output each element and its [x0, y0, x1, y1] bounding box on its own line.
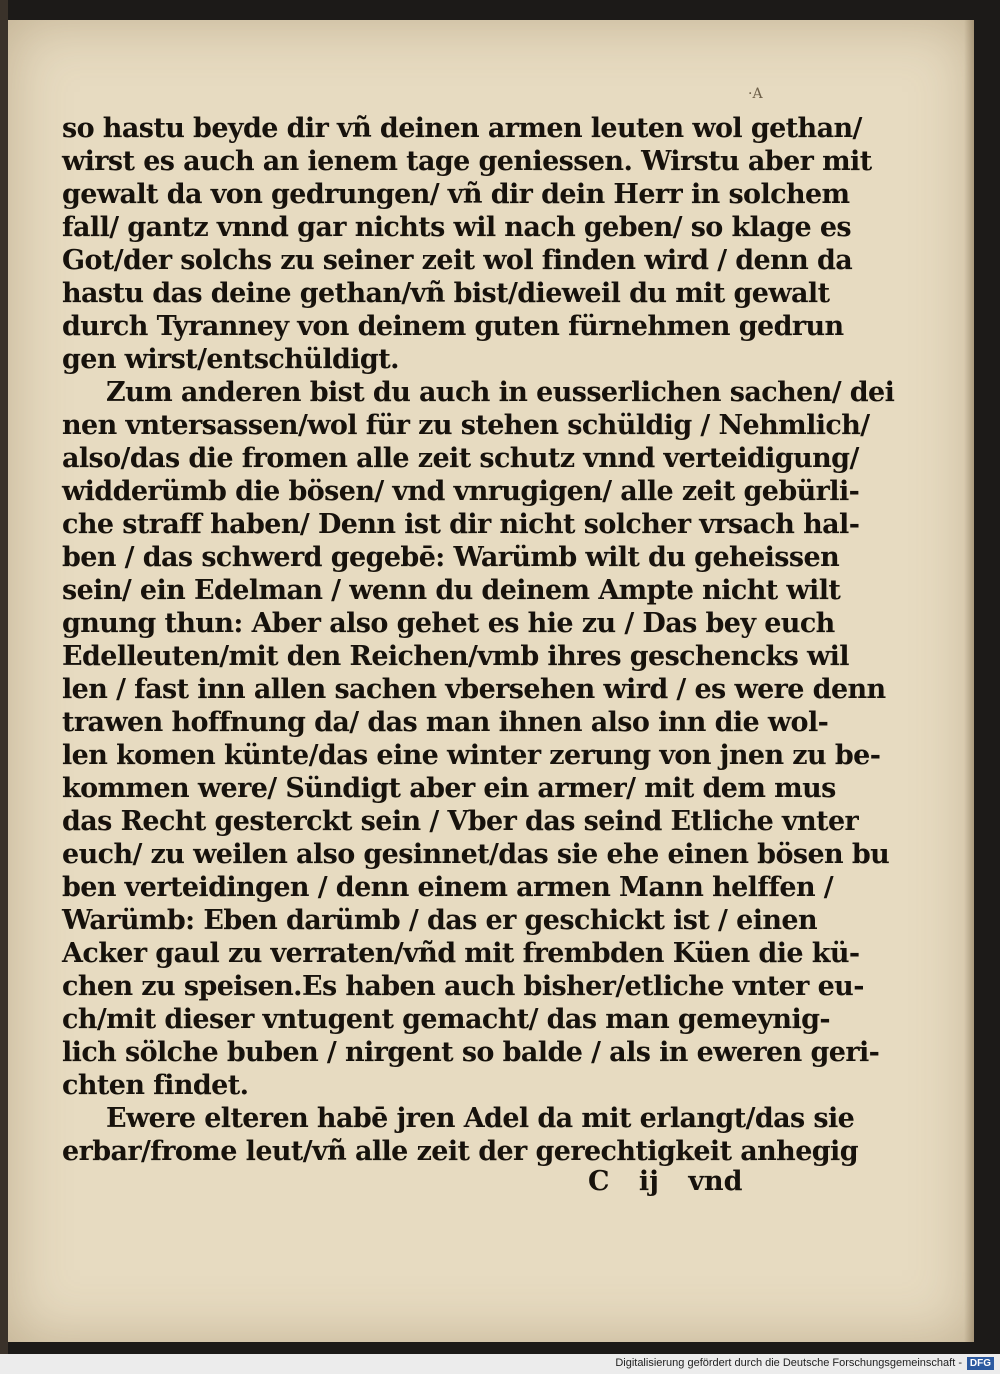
text-line: gnung thun: Aber also gehet es hie zu / Das bey euch [62, 608, 835, 639]
signature-catchword: C ij vnd [588, 1166, 743, 1197]
text-line: che straff haben/ Denn ist dir nicht solcher vrsach hal- [62, 509, 860, 540]
text-line: gewalt da von gedrungen/ vñ dir dein Herr in solchem [62, 179, 850, 210]
text-line: Acker gaul zu verraten/vñd mit frembden Küen die kü- [62, 938, 860, 969]
text-line: ben verteidingen / denn einem armen Mann helffen / [62, 872, 834, 903]
text-line: wirst es auch an ienem tage geniessen. Wirstu aber mit [62, 146, 872, 177]
text-line: das Recht gesterckt sein / Vber das seind Etliche vnter [62, 806, 859, 837]
text-line: also/das die fromen alle zeit schutz vnnd verteidigung/ [62, 443, 859, 474]
text-line: Warümb: Eben darümb / das er geschickt ist / einen [62, 905, 817, 936]
text-line: trawen hoffnung da/ das man ihnen also inn die wol- [62, 707, 829, 738]
scan-left-edge [0, 0, 8, 1354]
text-line: Edelleuten/mit den Reichen/vmb ihres geschencks wil [62, 641, 849, 672]
text-line: fall/ gantz vnnd gar nichts wil nach geben/ so klage es [62, 212, 852, 243]
book-page [8, 20, 974, 1342]
text-line: so hastu beyde dir vñ deinen armen leuten wol gethan/ [62, 113, 862, 144]
text-line: ben / das schwerd gegebē: Warümb wilt du geheissen [62, 542, 840, 573]
text-line: euch/ zu weilen also gesinnet/das sie ehe einen bösen bu [62, 839, 890, 870]
text-line: sein/ ein Edelman / wenn du deinem Ampte nicht wilt [62, 575, 841, 606]
text-line: gen wirst/entschüldigt. [62, 344, 399, 375]
text-line: hastu das deine gethan/vñ bist/dieweil du mit gewalt [62, 278, 830, 309]
text-line: len komen künte/das eine winter zerung von jnen zu be- [62, 740, 881, 771]
text-line: Got/der solchs zu seiner zeit wol finden wird / denn da [62, 245, 853, 276]
text-line: kommen were/ Sündigt aber ein armer/ mit dem mus [62, 773, 836, 804]
footer-bar [0, 1354, 1000, 1374]
dfg-logo: DFG [967, 1357, 994, 1370]
text-line: erbar/frome leut/vñ alle zeit der gerechtigkeit anhegig [62, 1136, 858, 1167]
text-line: nen vntersassen/wol für zu stehen schüldig / Nehmlich/ [62, 410, 870, 441]
text-line: lich sölche buben / nirgent so balde / als in eweren geri- [62, 1037, 880, 1068]
paragraph-start-line: Zum anderen bist du auch in eusserlichen sachen/ dei [106, 377, 895, 408]
page-edge-shadow [964, 20, 974, 1342]
text-line: durch Tyranney von deinem guten fürnehmen gedrun [62, 311, 844, 342]
paragraph-start-line: Ewere elteren habē jren Adel da mit erlangt/das sie [106, 1103, 855, 1134]
text-line: widderümb die bösen/ vnd vnrugigen/ alle zeit gebürli- [62, 476, 860, 507]
page-corner-mark: ·A [748, 86, 763, 102]
text-line: len / fast inn allen sachen vbersehen wird / es were denn [62, 674, 886, 705]
text-line: chten findet. [62, 1070, 249, 1101]
body-text [62, 112, 895, 1168]
text-line: chen zu speisen.Es haben auch bisher/etliche vnter eu- [62, 971, 864, 1002]
funding-credit: Digitalisierung gefördert durch die Deutsche Forschungsgemeinschaft - [615, 1357, 962, 1369]
text-line: ch/mit dieser vntugent gemacht/ das man gemeynig- [62, 1004, 830, 1035]
